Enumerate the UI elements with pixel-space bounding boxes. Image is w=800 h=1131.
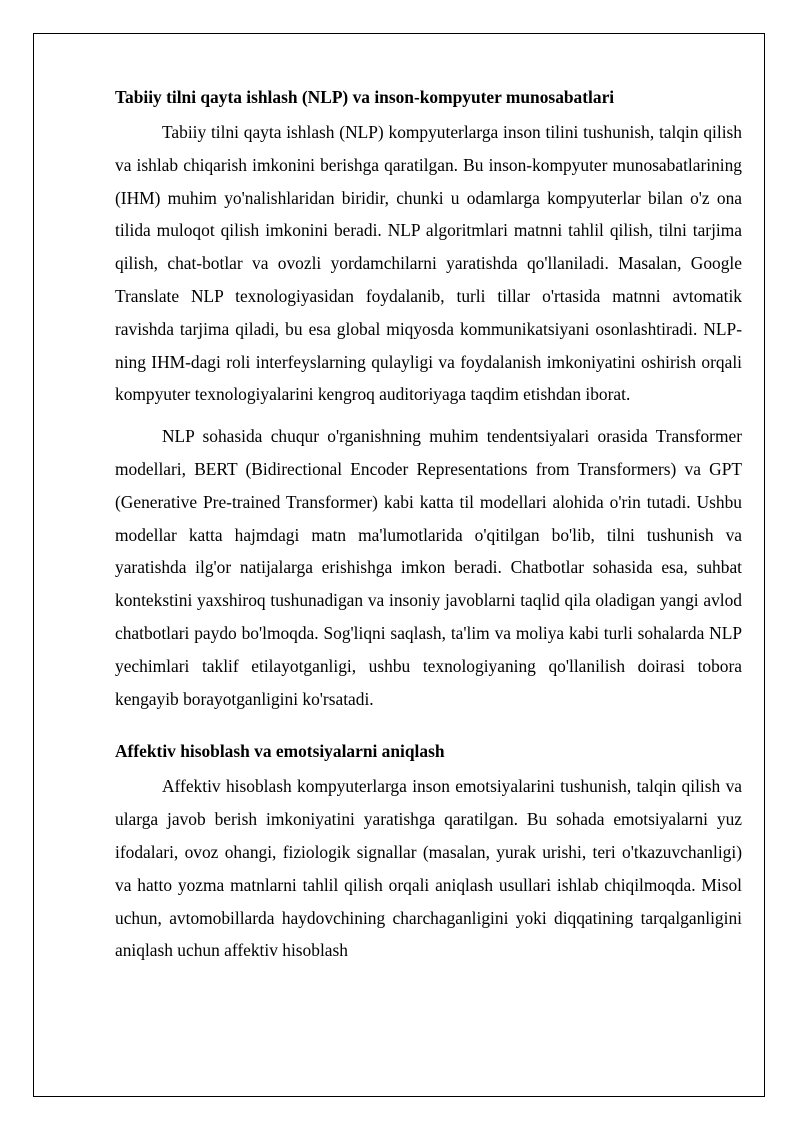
paragraph-nlp-trends: NLP sohasida chuqur o'rganishning muhim tendentsiyalari orasida Transformer modellari, BERT (Bidirectional Encoder Representations from Transformers) va GPT (Generative Pre-trained Transformer) kabi katta til modellari alohida o'rin tutadi. Ushbu modellar katta hajmdagi matn ma'lumotlarida o'qitilgan bo'lib, tilni tushunish va yaratishda ilg'or natijalarga erishishga imkon beradi. Chatbotlar sohasida esa, suhbat kontekstini yaxshiroq tushunadigan va insoniy javoblarni taqlid qila oladigan yangi avlod chatbotlari paydo bo'lmoqda. Sog'liqni saqlash, ta'lim va moliya kabi turli sohalarda NLP yechimlari taklif etilayotganligi, ushbu texnologiyaning qo'llanilish doirasi tobora kengayib borayotganligini ko'rsatadi. bbox=[115, 426, 742, 709]
section-heading-nlp: Tabiiy tilni qayta ishlash (NLP) va inson-kompyuter munosabatlari bbox=[115, 87, 615, 107]
document-body bbox=[115, 85, 742, 976]
paragraph-nlp-intro: Tabiiy tilni qayta ishlash (NLP) kompyuterlarga inson tilini tushunish, talqin qilish va ishlab chiqarish imkonini berishga qaratilgan. Bu inson-kompyuter munosabatlarining (IHM) muhim yo'nalishlaridan biridir, chunki u odamlarga kompyuterlar bilan o'z ona tilida muloqot qilish imkonini beradi. NLP algoritmlari matnni tahlil qilish, tilni tarjima qilish, chat-botlar va ovozli yordamchilarni yaratishda qo'llaniladi. Masalan, Google Translate NLP texnologiyasidan foydalanib, turli tillar o'rtasida matnni avtomatik ravishda tarjima qiladi, bu esa global miqyosda kommunikatsiyani osonlashtiradi. NLP-ning IHM-dagi roli interfeyslarning qulayligi va foydalanish imkoniyatini oshirish orqali kompyuter texnologiyalarini kengroq auditoriyaga taqdim etishdan iborat. bbox=[115, 122, 742, 405]
paragraph-affective-intro: Affektiv hisoblash kompyuterlarga inson emotsiyalarini tushunish, talqin qilish va ularga javob berish imkoniyatini yaratishga qaratilgan. Bu sohada emotsiyalarni yuz ifodalari, ovoz ohangi, fiziologik signallar (masalan, yurak urishi, teri o'tkazuvchanligi) va hatto yozma matnlarni tahlil qilish orqali aniqlash usullari ishlab chiqilmoqda. Misol uchun, avtomobillarda haydovchining charchaganligini yoki diqqatining tarqalganligini aniqlash uchun affektiv hisoblash bbox=[115, 776, 742, 961]
section-heading-affective: Affektiv hisoblash va emotsiyalarni aniqlash bbox=[115, 741, 445, 762]
